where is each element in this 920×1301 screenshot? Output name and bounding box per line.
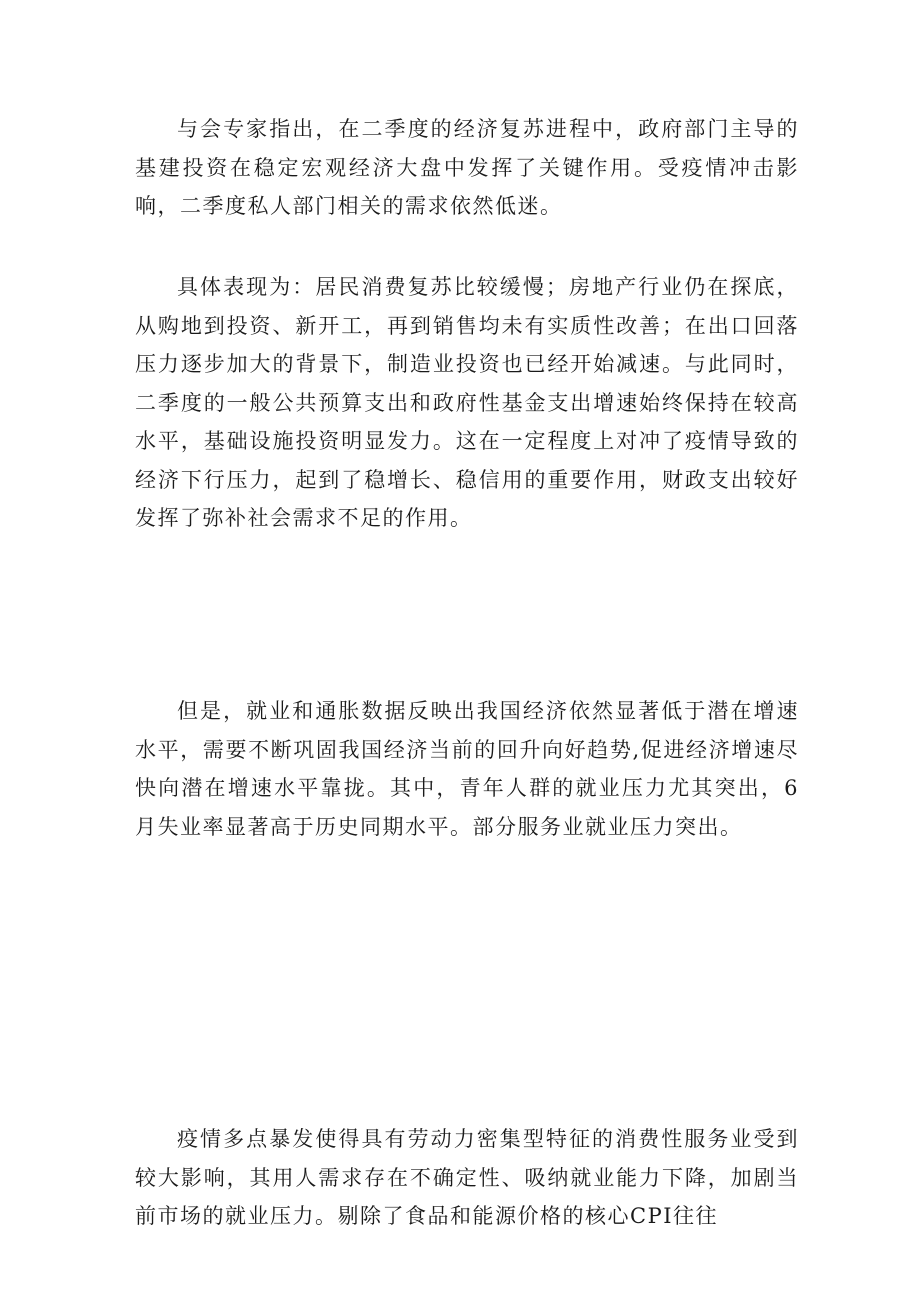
paragraph-1: 与会专家指出，在二季度的经济复苏进程中，政府部门主导的基建投资在稳定宏观经济大盘中发挥了关键作用。受疫情冲击影响，二季度私人部门相关的需求依然低迷。 (135, 117, 799, 218)
paragraph-3: 但是，就业和通胀数据反映出我国经济依然显著低于潜在增速水平，需要不断巩固我国经济当前的回升向好趋势,促进经济增速尽快向潜在增速水平靠拢。其中，青年人群的就业压力尤其突出，6月失业率显著高于历史同期水平。部分服务业就业压力突出。 (135, 699, 799, 839)
paragraph-2: 具体表现为：居民消费复苏比较缓慢；房地产行业仍在探底，从购地到投资、新开工，再到销售均未有实质性改善；在出口回落压力逐步加大的背景下，制造业投资也已经开始减速。与此同时，二季度的一般公共预算支出和政府性基金支出增速始终保持在较高水平，基础设施投资明显发力。这在一定程度上对冲了疫情导致的经济下行压力，起到了稳增长、稳信用的重要作用，财政支出较好发挥了弥补社会需求不足的作用。 (135, 275, 799, 530)
paragraph-4: 疫情多点暴发使得具有劳动力密集型特征的消费性服务业受到较大影响，其用人需求存在不确定性、吸纳就业能力下降，加剧当前市场的就业压力。剔除了食品和能源价格的核心CPI往往 (135, 1127, 799, 1228)
